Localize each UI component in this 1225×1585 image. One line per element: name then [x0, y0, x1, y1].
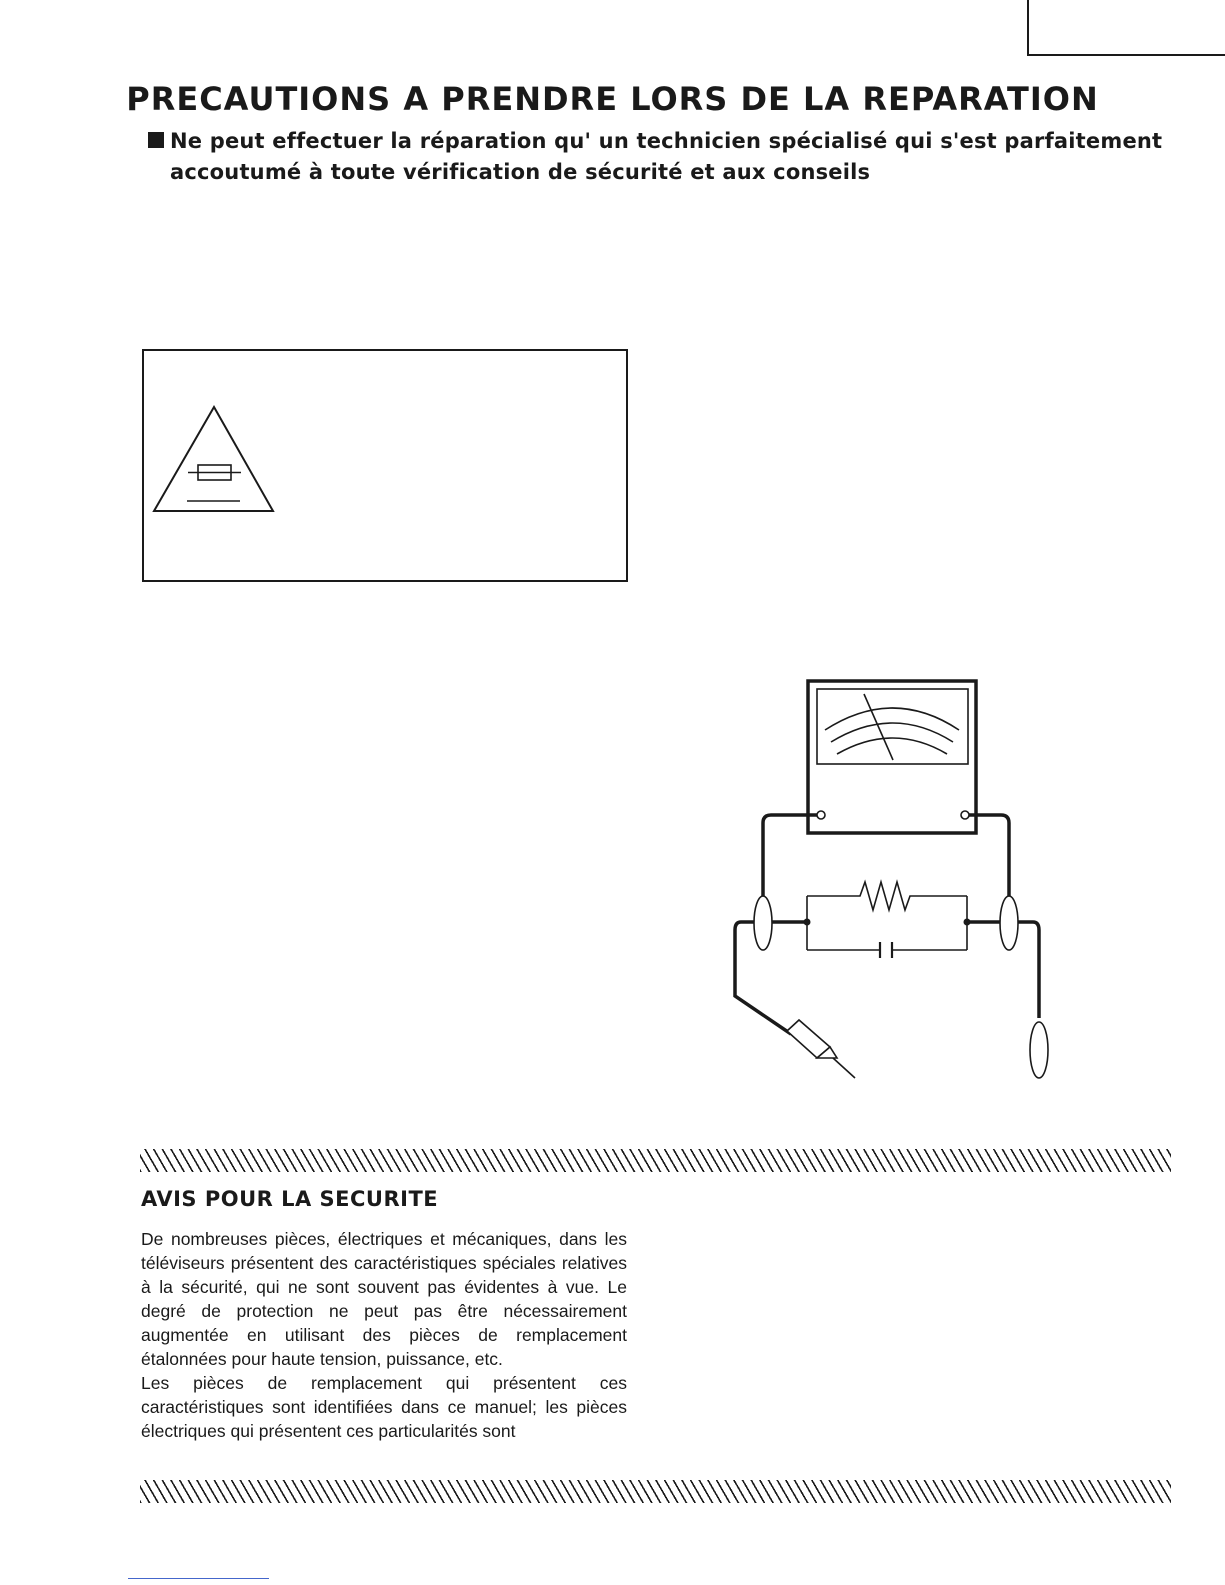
intro-text: Ne peut effectuer la réparation qu' un technicien spécialisé qui s'est parfaitement accoutumé à toute vérification de sécurité et aux conseils: [170, 129, 1163, 184]
safety-body: [141, 1227, 627, 1443]
hatched-divider-bottom: [140, 1480, 1171, 1503]
warning-box: [142, 349, 628, 582]
safety-paragraph-1: De nombreuses pièces, électriques et mécaniques, dans les téléviseurs présentent des caractéristiques spéciales relatives à la sécurité, qui ne sont souvent pas évidentes à vue. Le degré de protection ne peut pas être nécessairement augmentée en utilisant des pièces de remplacement étalonnées pour haute tension, puissance, etc.: [141, 1229, 627, 1369]
footer-link-underline: [128, 1578, 269, 1579]
hatched-divider-top: [140, 1149, 1171, 1172]
clip-left: [754, 896, 772, 950]
leakage-current-meter-diagram: [725, 678, 1075, 1098]
intro-bullet: [148, 126, 1188, 188]
resistor: [807, 882, 967, 910]
ground-clip: [1030, 1022, 1048, 1078]
meter-needle: [864, 694, 893, 760]
probe-tip: [833, 1058, 855, 1078]
meter-terminal-right: [961, 811, 969, 819]
square-bullet-icon: [148, 132, 164, 148]
safety-heading: AVIS POUR LA SECURITE: [141, 1187, 439, 1211]
fuse-warning-triangle-icon: [152, 405, 276, 513]
page-title: PRECAUTIONS A PRENDRE LORS DE LA REPARATION: [126, 80, 1099, 118]
meter-terminal-left: [817, 811, 825, 819]
clip-right: [1000, 896, 1018, 950]
safety-paragraph-2: Les pièces de remplacement qui présentent ces caractéristiques sont identifiées dans ce manuel; les pièces électriques qui présentent ces particularités sont: [141, 1373, 627, 1441]
page-corner-tab: [1027, 0, 1225, 56]
